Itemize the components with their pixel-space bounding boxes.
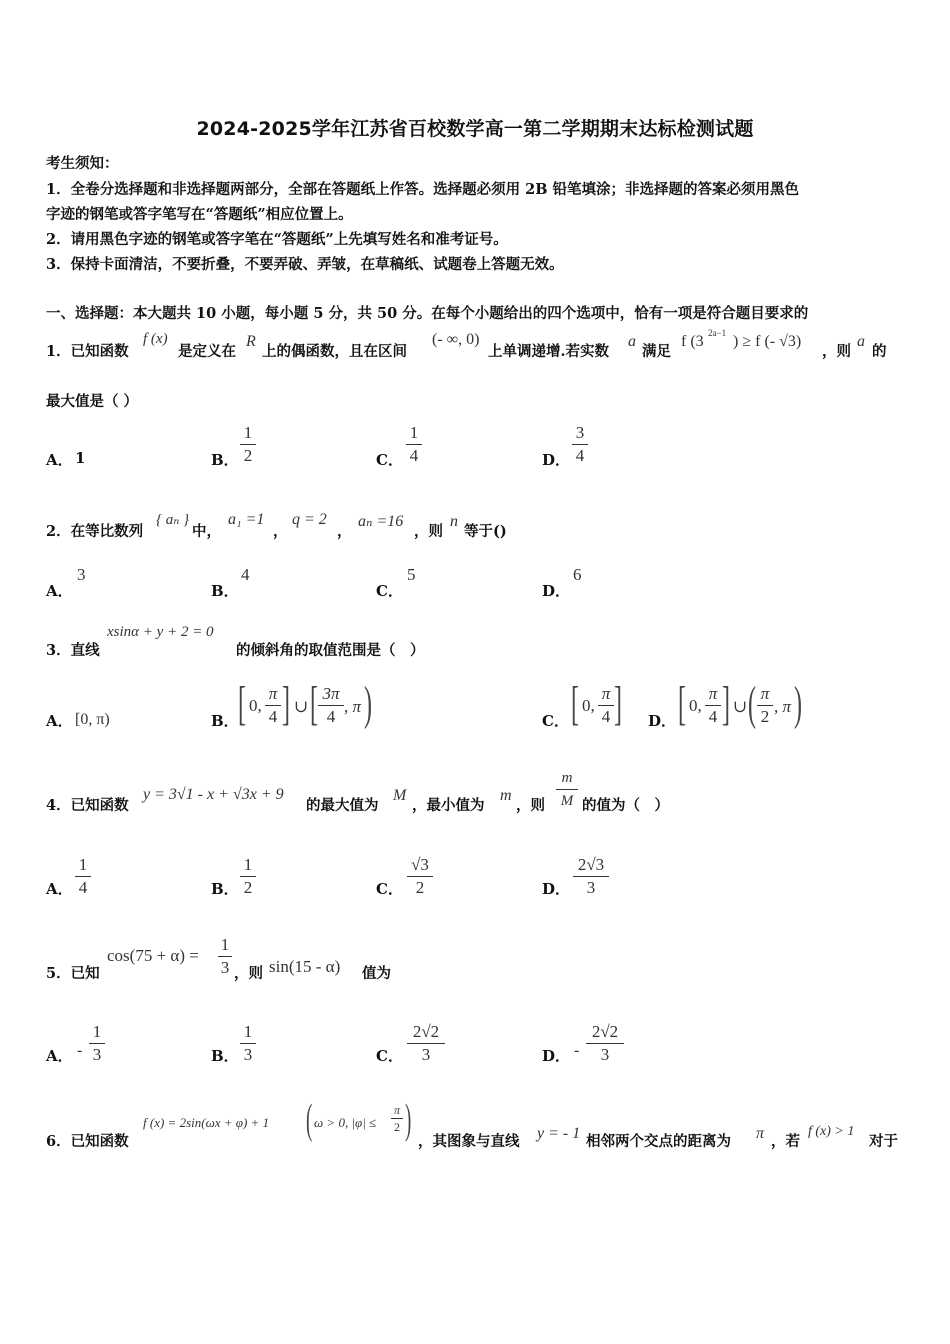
q1-option-a-value: 1 [75, 449, 86, 467]
q4-function: y = 3√1 - x + √3x + 9 [143, 786, 284, 803]
q5-text-2: 值为 [362, 965, 391, 982]
q2-option-a-value: 3 [77, 565, 86, 584]
q4-option-d-fraction: 2√3 3 [573, 855, 609, 898]
q1-text-5: ，则 [822, 343, 851, 360]
q5-option-b-fraction: 1 3 [240, 1022, 256, 1065]
q3-d-comma-pi: , π [774, 697, 792, 716]
bracket-right-d: ] [722, 677, 730, 730]
q2-comma-2: ， [337, 523, 352, 540]
q4-number: 4．已知函数 [46, 797, 129, 814]
q3-b-zero: 0, [249, 696, 262, 715]
q1-option-a-label: A． [46, 451, 73, 469]
q1-a: a [628, 333, 636, 350]
q1-text-3: 上单调递增.若实数 [488, 343, 610, 360]
q3-c-zero: 0, [582, 696, 595, 715]
q6-paren-left: ( [306, 1097, 313, 1143]
q6-text-2: 相邻两个交点的距离为 [586, 1133, 731, 1150]
q1-a-2: a [857, 333, 865, 350]
q4-option-a-fraction: 1 4 [75, 855, 91, 898]
q1-option-d-label: D． [542, 451, 571, 469]
q1-text-6: 的 [872, 343, 887, 360]
q6-text-4: 对于 [869, 1133, 898, 1150]
q6-text-3: ，若 [771, 1133, 800, 1150]
q5-text-1: ，则 [234, 965, 263, 982]
q1-text-4: 满足 [642, 343, 671, 360]
q5-option-d-sign: - [574, 1042, 580, 1059]
q3-option-a-value: [0, π) [75, 711, 110, 728]
q1-line-2: 最大值是（ ） [46, 393, 139, 410]
q3-b-union: ∪ [294, 697, 309, 716]
q4-text-2: ，最小值为 [412, 797, 485, 814]
bracket-right: ] [282, 677, 290, 730]
q2-option-a-label: A． [46, 582, 73, 600]
notice-heading: 考生须知： [46, 155, 119, 172]
paren-right-d: ) [794, 677, 802, 730]
q1-text-2: 上的偶函数，且在区间 [262, 343, 407, 360]
q4-text-3: ，则 [516, 797, 545, 814]
paren-right: ) [364, 677, 372, 730]
q6-text-1: ，其图象与直线 [418, 1133, 520, 1150]
q2-option-d-label: D． [542, 582, 571, 600]
q6-condition-fraction: π 2 [391, 1103, 403, 1134]
section-heading: 一、选择题：本大题共 10 小题，每小题 5 分，共 50 分。在每个小题给出的四个选项中，恰有一项是符合题目要求的 [46, 305, 809, 322]
q2-an: aₙ =16 [358, 513, 404, 530]
q4-m: m [500, 787, 512, 804]
q2-option-c-value: 5 [407, 565, 416, 584]
q1-function: f (x) [143, 331, 168, 347]
q4-M: M [393, 787, 407, 804]
notice-line-2: 2．请用黑色字迹的钢笔或答字笔在“答题纸”上先填写姓名和准考证号。 [46, 231, 508, 248]
notice-line-3: 3．保持卡面清洁，不要折叠，不要弄破、弄皱，在草稿纸、试题卷上答题无效。 [46, 256, 564, 273]
q6-number: 6．已知函数 [46, 1133, 129, 1150]
notice-line-1b: 字迹的钢笔或答字笔写在“答题纸”相应位置上。 [46, 206, 353, 223]
q4-option-a-label: A． [46, 880, 73, 898]
q1-option-d-fraction: 3 4 [572, 423, 588, 466]
q1-exponent: 2a−1 [708, 328, 727, 338]
q1-number: 1．已知函数 [46, 343, 129, 360]
notice-line-1a: 1．全卷分选择题和非选择题两部分，全部在答题纸上作答。选择题必须用 2B 铅笔填涂；非选择题的答案必须用黑色 [46, 181, 800, 198]
q2-q: q = 2 [292, 511, 327, 528]
q5-cos-fraction: 1 3 [218, 935, 232, 978]
q4-option-d-label: D． [542, 880, 571, 898]
q2-sequence: { aₙ } [156, 512, 190, 528]
q2-comma-1: ， [273, 523, 288, 540]
q6-condition-fx: f (x) > 1 [808, 1124, 855, 1139]
q6-paren-right: ) [405, 1097, 412, 1143]
q3-b-fraction-1: π 4 [265, 684, 281, 727]
q2-option-b-label: B． [211, 582, 239, 600]
q3-d-zero: 0, [689, 696, 702, 715]
q3-option-b-label: B． [211, 712, 239, 730]
q2-text-3: 等于() [464, 523, 507, 540]
q1-option-c-label: C． [376, 451, 403, 469]
q3-c-fraction: π 4 [598, 684, 614, 727]
q2-option-b-value: 4 [241, 565, 250, 584]
q2-text-1: 中， [192, 523, 221, 540]
bracket-left-2: [ [310, 677, 318, 730]
q6-function: f (x) = 2sin(ωx + φ) + 1 [143, 1115, 270, 1130]
q3-equation: xsinα + y + 2 = 0 [107, 624, 214, 640]
q5-option-b-label: B． [211, 1047, 239, 1065]
q3-option-d-label: D． [648, 712, 677, 730]
q1-option-b-fraction: 1 2 [240, 423, 256, 466]
q3-option-c-label: C． [542, 712, 569, 730]
q4-option-c-fraction: √3 2 [407, 855, 433, 898]
q5-option-d-label: D． [542, 1047, 571, 1065]
q2-option-c-label: C． [376, 582, 403, 600]
q6-pi: π [756, 1125, 765, 1142]
q5-option-a-label: A． [46, 1047, 73, 1065]
q5-cos-expression: cos(75 + α) = [107, 946, 199, 965]
q3-b-comma-pi: , π [344, 697, 362, 716]
q4-option-b-fraction: 1 2 [240, 855, 256, 898]
q3-b-fraction-2: 3π 4 [318, 684, 344, 727]
q3-number: 3．直线 [46, 642, 100, 659]
q2-text-2: ，则 [414, 523, 443, 540]
q1-interval: (- ∞, 0) [432, 331, 480, 348]
q1-inequality-left: f (3 [681, 333, 704, 350]
q3-option-a-label: A． [46, 712, 73, 730]
q1-option-b-label: B． [211, 451, 239, 469]
q4-text-4: 的值为（ ） [582, 797, 669, 814]
q1-text-1: 是定义在 [178, 343, 236, 360]
q1-option-c-fraction: 1 4 [406, 423, 422, 466]
q5-sin-expression: sin(15 - α) [269, 957, 341, 976]
q2-number: 2．在等比数列 [46, 523, 144, 540]
q5-option-c-fraction: 2√2 3 [407, 1022, 445, 1065]
q2-option-d-value: 6 [573, 565, 582, 584]
q3-d-fraction-2: π 2 [757, 684, 773, 727]
q1-R: R [246, 333, 256, 350]
q4-text-1: 的最大值为 [306, 797, 379, 814]
q3-d-fraction-1: π 4 [705, 684, 721, 727]
q4-option-c-label: C． [376, 880, 403, 898]
q5-option-a-fraction: 1 3 [89, 1022, 105, 1065]
q6-line: y = - 1 [537, 1125, 581, 1142]
q5-option-d-fraction: 2√2 3 [586, 1022, 624, 1065]
bracket-right-c: ] [614, 677, 622, 730]
bracket-left-c: [ [571, 677, 579, 730]
q3-text-1: 的倾斜角的取值范围是（ ） [236, 642, 425, 659]
q1-inequality-right: ) ≥ f (- √3) [733, 333, 802, 350]
paren-left-d: ( [748, 677, 756, 730]
q4-option-b-label: B． [211, 880, 239, 898]
q2-a1: a₁ =1 [228, 511, 265, 528]
page-title: 2024-2025学年江苏省百校数学高一第二学期期末达标检测试题 [196, 118, 754, 140]
q2-n: n [450, 513, 458, 530]
q3-d-union: ∪ [733, 697, 748, 716]
q5-option-c-label: C． [376, 1047, 403, 1065]
bracket-left-d: [ [678, 677, 686, 730]
q6-condition: ω > 0, |φ| ≤ [314, 1115, 377, 1130]
q5-option-a-sign: - [77, 1042, 83, 1059]
q5-number: 5．已知 [46, 965, 100, 982]
q4-fraction: m M [556, 768, 578, 811]
bracket-left: [ [238, 677, 246, 730]
